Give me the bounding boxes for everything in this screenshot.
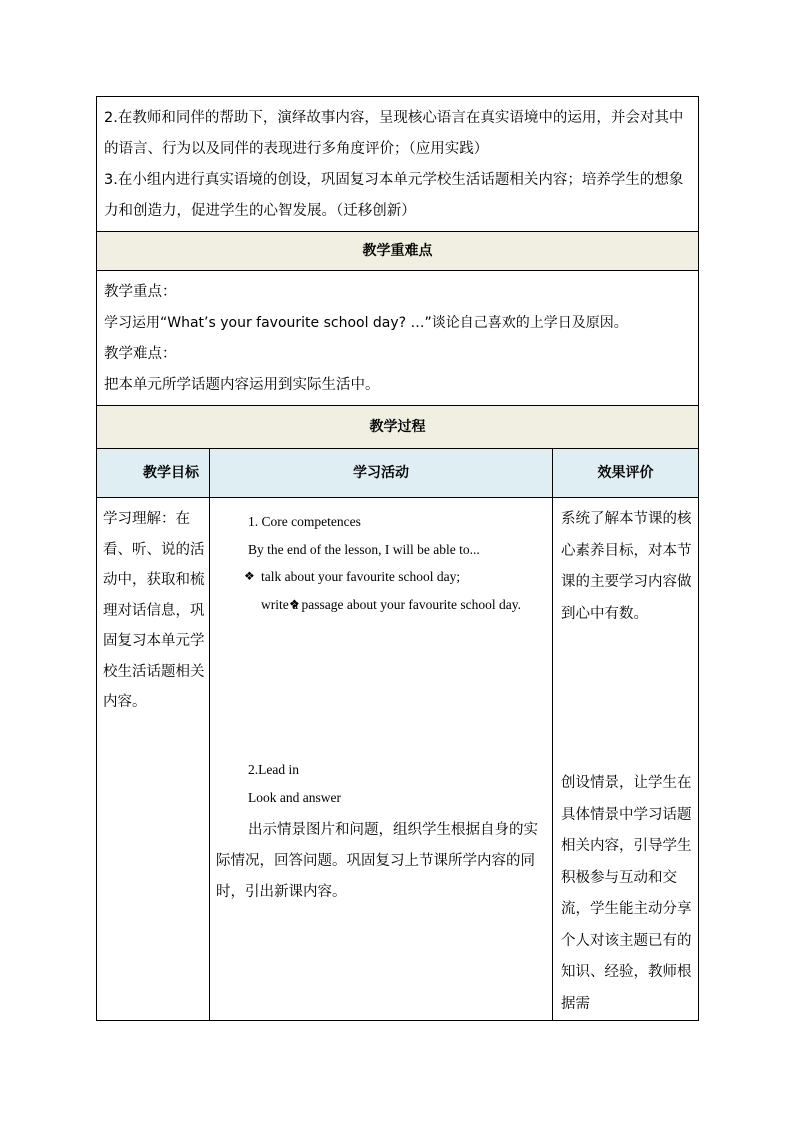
activity-intro: By the end of the lesson, I will be able to... — [248, 541, 480, 557]
lesson-plan-document — [96, 96, 698, 1021]
goal-text: 学习理解：在看、听、说的活动中，获取和梳理对话信息，巩固复习本单元学校生活话题相关内容。 — [103, 511, 205, 710]
objective-2: 2.在教师和同伴的帮助下，演绎故事内容，呈现核心语言在真实语境中的运用，并会对其中的语言、行为以及同伴的表现进行多角度评价；（应用实践） — [104, 110, 684, 157]
activity-title-2: 2.Lead in — [248, 762, 299, 777]
activity-desc-2: 出示情景图片和问题，组织学生根据自身的实际情况，回答问题。巩固复习上节课所学内容的同时，引出新课内容。 — [216, 822, 538, 900]
key-points-header-row — [97, 232, 699, 271]
process-header-row — [97, 406, 699, 449]
activity-bullet-2-text: write a passage about your favourite school day. — [261, 596, 522, 612]
activity-title-1: 1. Core competences — [248, 514, 361, 529]
activity-subtitle-2: Look and answer — [248, 789, 341, 805]
goal-cell — [97, 498, 210, 1021]
eval-text-2: 创设情景，让学生在具体情景中学习话题相关内容，引导学生积极参与互动和交流，学生能主动分享个人对该主题已有的知识、经验，教师根据需 — [561, 775, 692, 1012]
objective-3: 3.在小组内进行真实语境的创设，巩固复习本单元学校生活话题相关内容；培养学生的想象力和创造力，促进学生的心智发展。（迁移创新） — [104, 172, 684, 219]
focus-text: 学习运用“What’s your favourite school day? …”谈论自己喜欢的上学日及原因。 — [104, 315, 628, 331]
key-points-cell — [97, 271, 699, 406]
objectives-cell — [97, 97, 699, 232]
column-header-row — [97, 449, 699, 498]
focus-label: 教学重点： — [104, 284, 177, 300]
process-header: 教学过程 — [97, 406, 699, 449]
eval-text-1: 系统了解本节课的核心素养目标，对本节课的主要学习内容做到心中有数。 — [561, 511, 692, 622]
activity-block-1 — [216, 508, 544, 756]
col-eval-header: 效果评价 — [553, 449, 699, 498]
eval-cell — [553, 498, 699, 1021]
activity-bullet-1-text: talk about your favourite school day; — [261, 569, 461, 584]
difficulty-label: 教学难点： — [104, 346, 177, 362]
key-points-header: 教学重难点 — [97, 232, 699, 271]
col-goal-header: 教学目标 — [97, 449, 210, 498]
activity-cell — [210, 498, 553, 1021]
objectives-row — [97, 97, 699, 232]
col-activity-header: 学习活动 — [210, 449, 553, 498]
activity-row — [97, 498, 699, 1021]
difficulty-text: 把本单元所学话题内容运用到实际生活中。 — [104, 377, 380, 393]
activity-bullet-1 — [216, 563, 544, 591]
key-points-row — [97, 271, 699, 406]
lesson-plan-table — [96, 96, 699, 1021]
activity-bullet-2 — [216, 591, 544, 619]
